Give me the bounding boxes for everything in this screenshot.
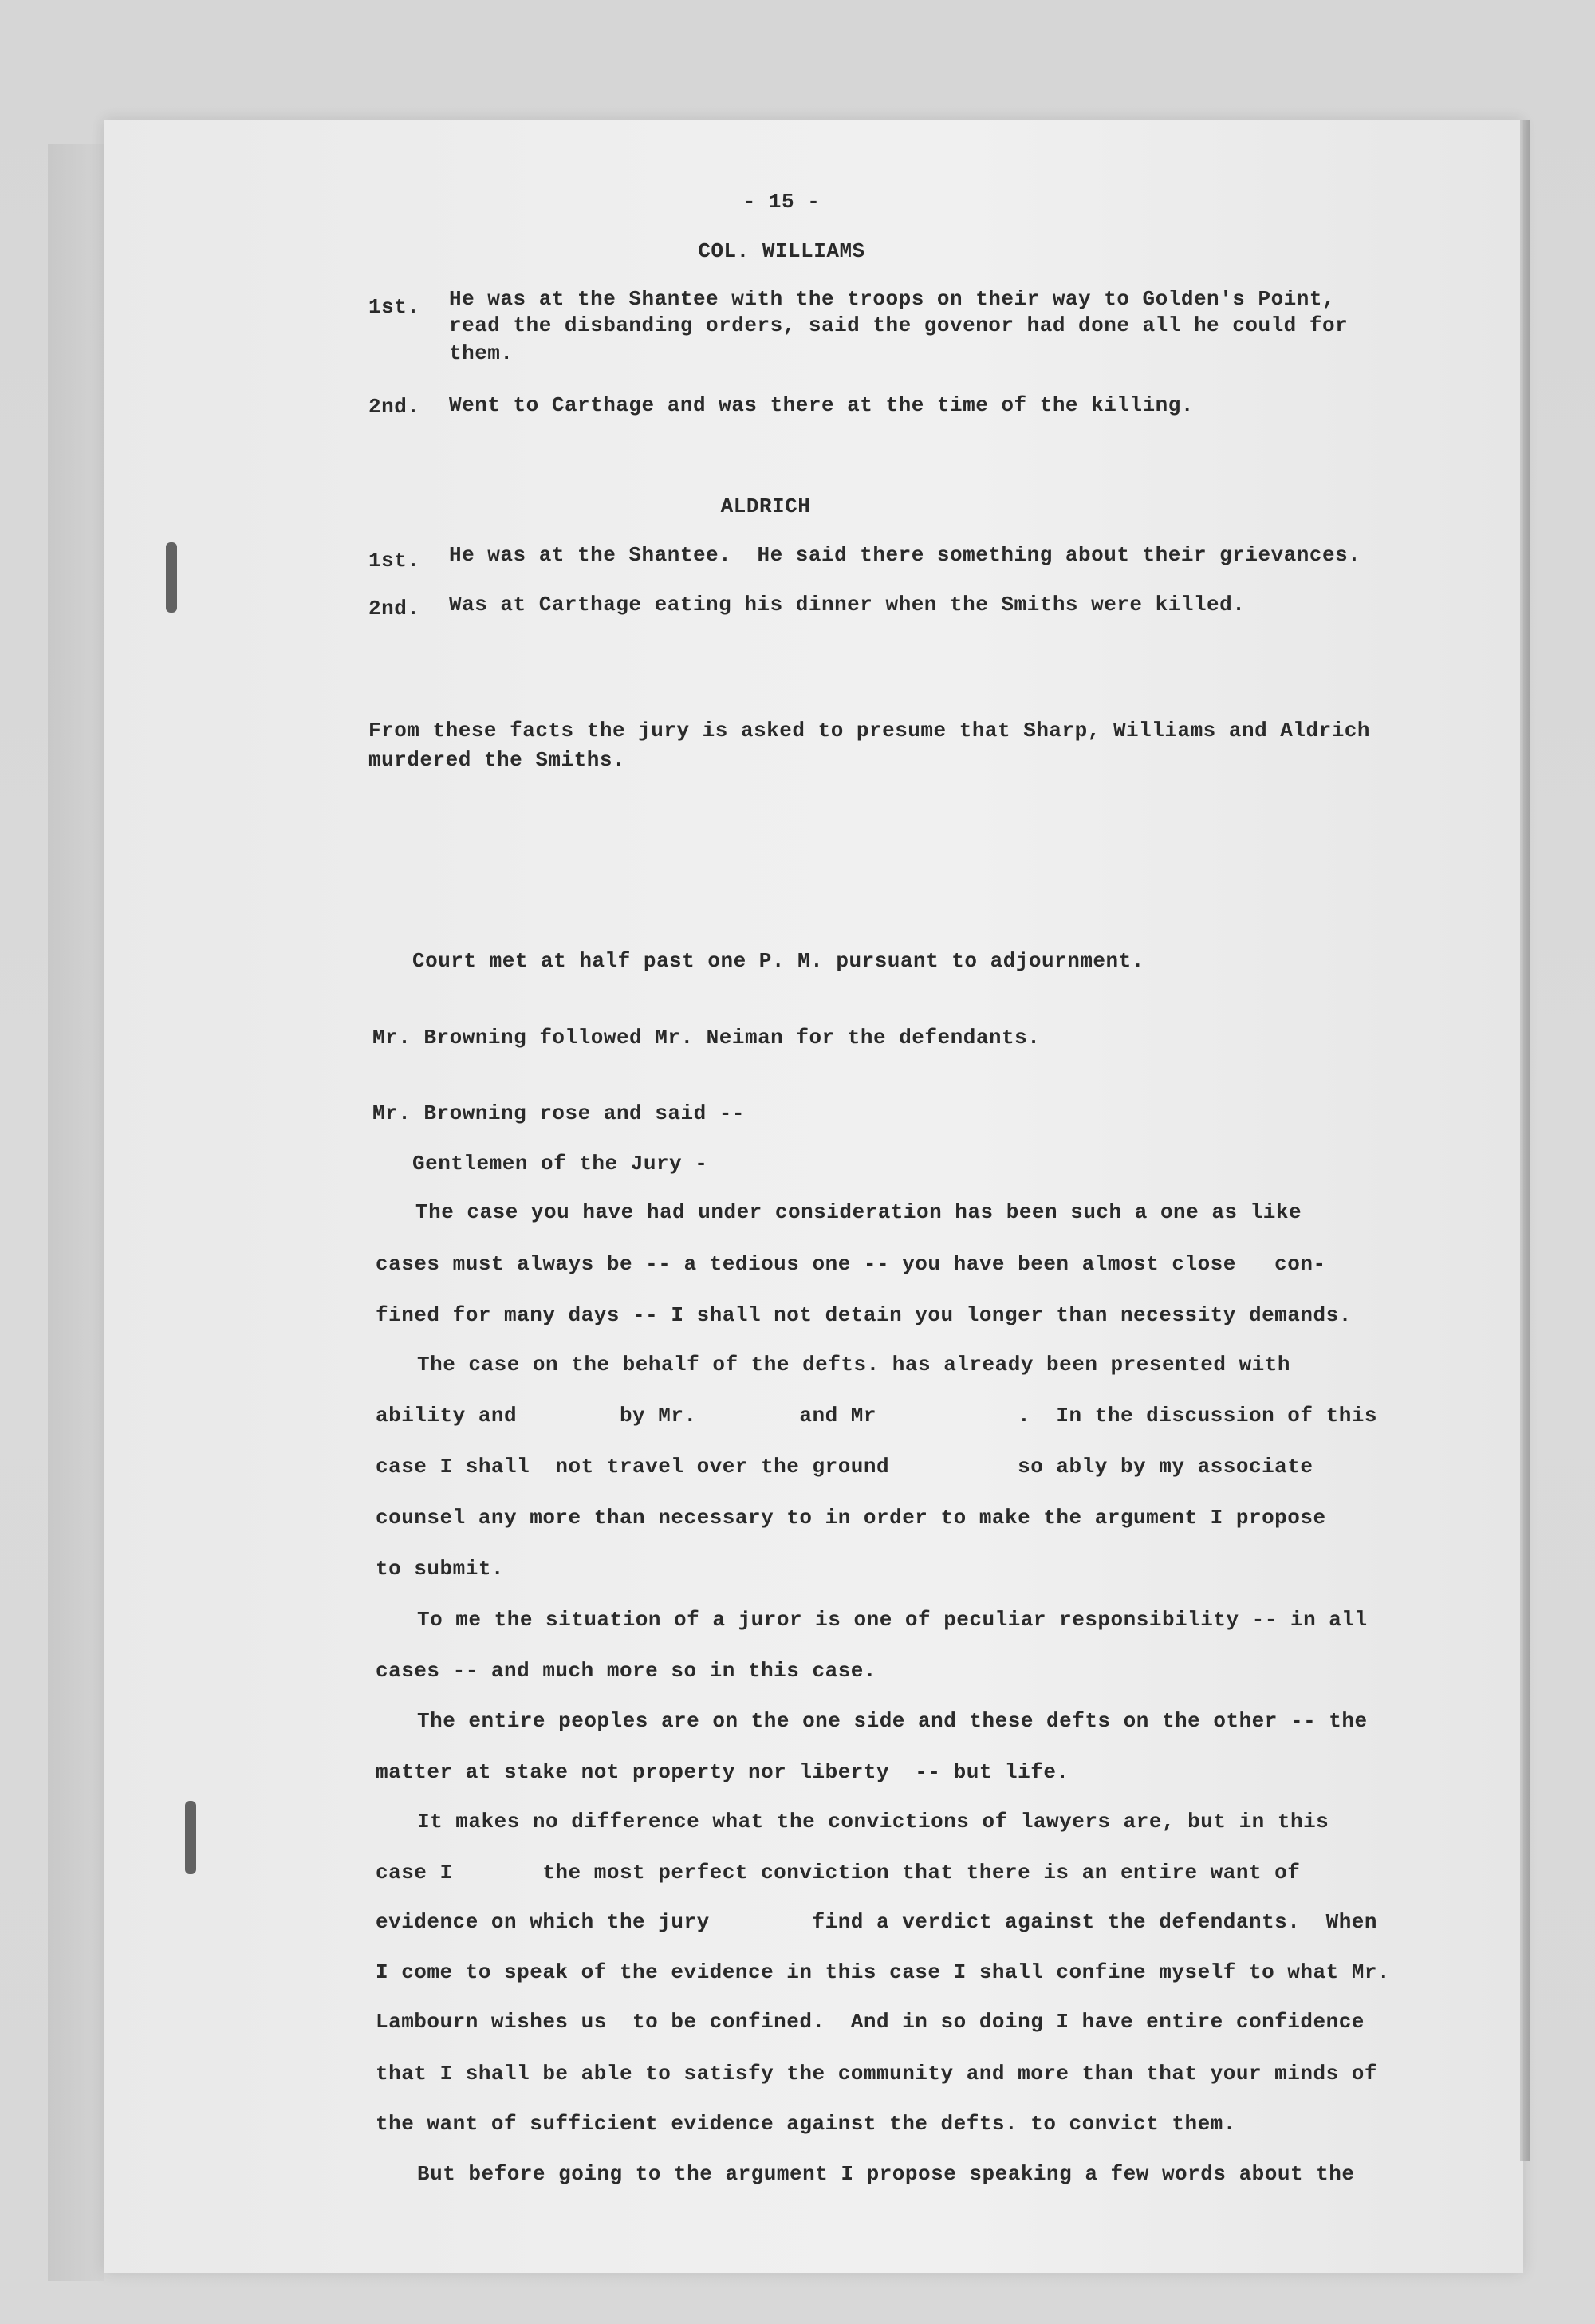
speech-line: matter at stake not property nor liberty -- but life.: [376, 1760, 1069, 1784]
speech-line: The case on the behalf of the defts. has already been presented with: [417, 1353, 1290, 1377]
aldrich-item1-text: He was at the Shantee. He said there something about their grievances.: [449, 543, 1361, 567]
speech-line: I come to speak of the evidence in this case I shall confine myself to what Mr.: [376, 1960, 1391, 1984]
court-line: Gentlemen of the Jury -: [412, 1152, 708, 1176]
speech-line: case I shall not travel over the ground so ably by my associate: [376, 1455, 1313, 1479]
speech-line: to submit.: [376, 1557, 505, 1581]
summary-line: murdered the Smiths.: [368, 748, 626, 772]
speech-line: that I shall be able to satisfy the community and more than that your minds of: [376, 2062, 1377, 2086]
speech-line: The case you have had under consideration has been such a one as like: [415, 1200, 1302, 1224]
speech-line: the want of sufficient evidence against the defts. to convict them.: [376, 2112, 1236, 2136]
binder-hole-mark-top: [166, 542, 177, 613]
speech-line: evidence on which the jury find a verdict against the defendants. When: [376, 1910, 1377, 1934]
paper-edge-right: [1520, 120, 1530, 2161]
speech-line: The entire peoples are on the one side and these defts on the other -- the: [417, 1709, 1368, 1733]
aldrich-item2-text: Was at Carthage eating his dinner when the Smiths were killed.: [449, 593, 1246, 616]
page-number: - 15 -: [742, 190, 821, 214]
speech-line: To me the situation of a juror is one of peculiar responsibility -- in all: [417, 1608, 1368, 1632]
summary-line: From these facts the jury is asked to presume that Sharp, Williams and Aldrich: [368, 719, 1370, 742]
aldrich-item1-label: 1st.: [368, 549, 420, 573]
section-heading-williams: COL. WILLIAMS: [698, 239, 865, 263]
williams-item2-label: 2nd.: [368, 395, 420, 419]
section-heading-aldrich: ALDRICH: [720, 494, 811, 518]
speech-line: fined for many days -- I shall not detain you longer than necessity demands.: [376, 1303, 1352, 1327]
paper-shadow-left: [48, 144, 104, 2281]
aldrich-item2-label: 2nd.: [368, 597, 420, 620]
speech-line: case I the most perfect conviction that there is an entire want of: [376, 1861, 1301, 1885]
williams-item1-line: read the disbanding orders, said the govenor had done all he could for: [449, 313, 1349, 337]
speech-line: cases -- and much more so in this case.: [376, 1659, 876, 1683]
speech-line: Lambourn wishes us to be confined. And in so doing I have entire confidence: [376, 2010, 1365, 2034]
court-line: Court met at half past one P. M. pursuant to adjournment.: [412, 949, 1144, 973]
williams-item1-line: them.: [449, 341, 514, 365]
speech-line: cases must always be -- a tedious one -- you have been almost close con-: [376, 1252, 1326, 1276]
williams-item1-label: 1st.: [368, 295, 420, 319]
document-page: [104, 120, 1523, 2273]
speech-line: It makes no difference what the convictions of lawyers are, but in this: [417, 1810, 1329, 1834]
williams-item1-line: He was at the Shantee with the troops on their way to Golden's Point,: [449, 287, 1336, 311]
williams-item2-text: Went to Carthage and was there at the time of the killing.: [449, 393, 1194, 417]
court-line: Mr. Browning followed Mr. Neiman for the defendants.: [372, 1026, 1041, 1050]
speech-line: But before going to the argument I propose speaking a few words about the: [417, 2162, 1355, 2186]
speech-line: counsel any more than necessary to in order to make the argument I propose: [376, 1506, 1326, 1530]
court-line: Mr. Browning rose and said --: [372, 1101, 745, 1125]
speech-line: ability and by Mr. and Mr . In the discussion of this: [376, 1404, 1377, 1428]
binder-hole-mark-bottom: [185, 1801, 196, 1874]
